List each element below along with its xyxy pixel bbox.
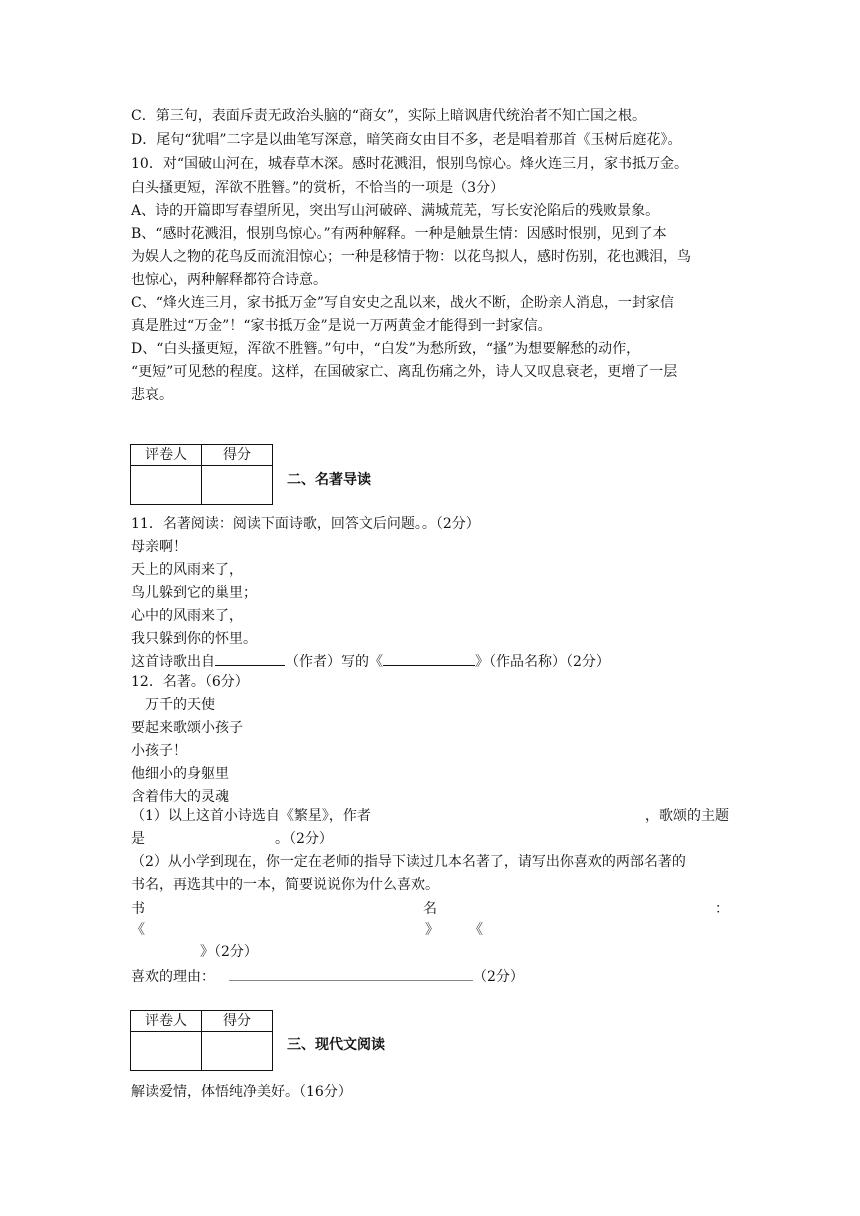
q11-stem: 11．名著阅读：阅读下面诗歌，回答文后问题。。（2分） (131, 516, 480, 532)
book-name-line (131, 899, 729, 919)
work-title-blank[interactable] (383, 650, 475, 666)
score-box (130, 444, 273, 505)
q12-part1-theme: ，歌颂的主题 (645, 808, 729, 824)
q10-option-c-line1: C、“烽火连三月，家书抵万金”写自安史之乱以来，战火不断，企盼亲人消息，一封家信 (131, 295, 675, 311)
q10-stem-line2: 白头搔更短，浑欲不胜簪。”的赏析，不恰当的一项是（3分） (131, 180, 505, 196)
section-title-classics: 二、名著导读 (287, 472, 371, 488)
q11-poem-line3: 鸟儿躲到它的巢里； (131, 585, 257, 601)
grader-cell[interactable] (131, 466, 202, 505)
q10-option-d-line3: 悲哀。 (131, 387, 173, 403)
q11-fill-mid: （作者）写的《 (285, 654, 383, 670)
book-label-char2: 名 (423, 901, 437, 917)
q10-option-b-line3: 也惊心，两种解释都符合诗意。 (131, 272, 327, 288)
q10-option-d-line2: “更短”可见愁的程度。这样，在国破家亡、离乱伤痛之外，诗人又叹息衰老，更增了一层 (131, 364, 678, 380)
score-header-2: 得分 (202, 1011, 273, 1032)
grader-header: 评卷人 (131, 445, 202, 466)
reason-line (131, 965, 524, 987)
q12-part1-is: 是 (131, 831, 145, 847)
score-header: 得分 (202, 445, 273, 466)
book-title-blanks (131, 920, 483, 940)
q12-poem-line1: 万千的天使 (145, 697, 215, 713)
reason-blank[interactable] (229, 965, 473, 981)
q10-option-a: A、诗的开篇即写春望所见，突出写山河破碎、满城荒芜，写长安沦陷后的残败景象。 (131, 203, 660, 219)
q9-option-d: D．尾句“犹唱”二字是以曲笔写深意，暗笑商女由目不多，老是唱着那首《玉树后庭花》。 (131, 132, 682, 148)
reason-points: （2分） (473, 969, 524, 985)
q12-part1-points: 。（2分） (275, 831, 333, 847)
q11-poem-line2: 天上的风雨来了， (131, 562, 243, 578)
q11-poem-line1: 母亲啊！ (131, 539, 187, 555)
grader-cell-2[interactable] (131, 1032, 202, 1071)
q10-option-c-line2: 真是胜过“万金”！“家书抵万金”是说一万两黄金才能得到一封家信。 (131, 318, 552, 334)
score-box-2 (130, 1010, 273, 1071)
q12-part1-prefix: （1）以上这首小诗选自《繁星》，作者 (131, 808, 371, 824)
q12-poem-line2: 要起来歌颂小孩子 (131, 720, 243, 736)
book1-open: 《 (131, 922, 145, 938)
book2-close: 》（2分） (200, 944, 258, 960)
reason-label: 喜欢的理由： (131, 969, 215, 985)
book-label-char1: 书 (131, 901, 145, 917)
book1-close: 》 (425, 922, 439, 938)
q11-fill-line (131, 650, 610, 672)
q9-option-c: C．第三句，表面斥责无政治头脑的“商女”，实际上暗讽唐代统治者不知亡国之根。 (131, 108, 647, 124)
q11-poem-line5: 我只躲到你的怀里。 (131, 631, 257, 647)
q10-option-b-line2: 为娱人之物的花鸟反而流泪惊心；一种是移情于物：以花鸟拟人，感时伤别，花也溅泪，鸟 (131, 249, 691, 265)
q12-poem-line4: 他细小的身躯里 (131, 766, 229, 782)
q11-fill-prefix: 这首诗歌出自 (131, 654, 215, 670)
q11-poem-line4: 心中的风雨来了， (131, 608, 243, 624)
q11-fill-suffix: 》（作品名称）（2分） (475, 654, 610, 670)
q12-part2-line2: 书名，再选其中的一本，简要说说你为什么喜欢。 (131, 877, 439, 893)
q10-option-b-line1: B、“感时花溅泪，恨别鸟惊心。”有两种解释。一种是触景生情：因感时恨别，见到了本 (131, 226, 667, 242)
q12-poem-line5: 含着伟大的灵魂 (131, 789, 229, 805)
book-label-colon: ： (715, 901, 729, 917)
reading-intro: 解读爱情，体悟纯净美好。（16分） (131, 1084, 352, 1100)
grader-header-2: 评卷人 (131, 1011, 202, 1032)
q12-part2-line1: （2）从小学到现在，你一定在老师的指导下读过几本名著了，请写出你喜欢的两部名著的 (131, 854, 686, 870)
q10-stem-line1: 10．对“国破山河在，城春草木深。感时花溅泪，恨别鸟惊心。烽火连三月，家书抵万金。 (131, 156, 688, 172)
q12-part1-line2 (131, 829, 333, 849)
section-title-modern-reading: 三、现代文阅读 (287, 1037, 385, 1053)
score-cell-2[interactable] (202, 1032, 273, 1071)
author-blank[interactable] (215, 650, 285, 666)
q12-part1-line1 (131, 806, 729, 826)
q10-option-d-line1: D、“白头搔更短，浑欲不胜簪。”句中，“白发”为愁所致，“搔”为想要解愁的动作， (131, 341, 641, 357)
book2-open: 《 (469, 922, 483, 938)
q12-poem-line3: 小孩子！ (131, 743, 187, 759)
score-cell[interactable] (202, 466, 273, 505)
q12-stem: 12．名著。（6分） (131, 674, 249, 690)
